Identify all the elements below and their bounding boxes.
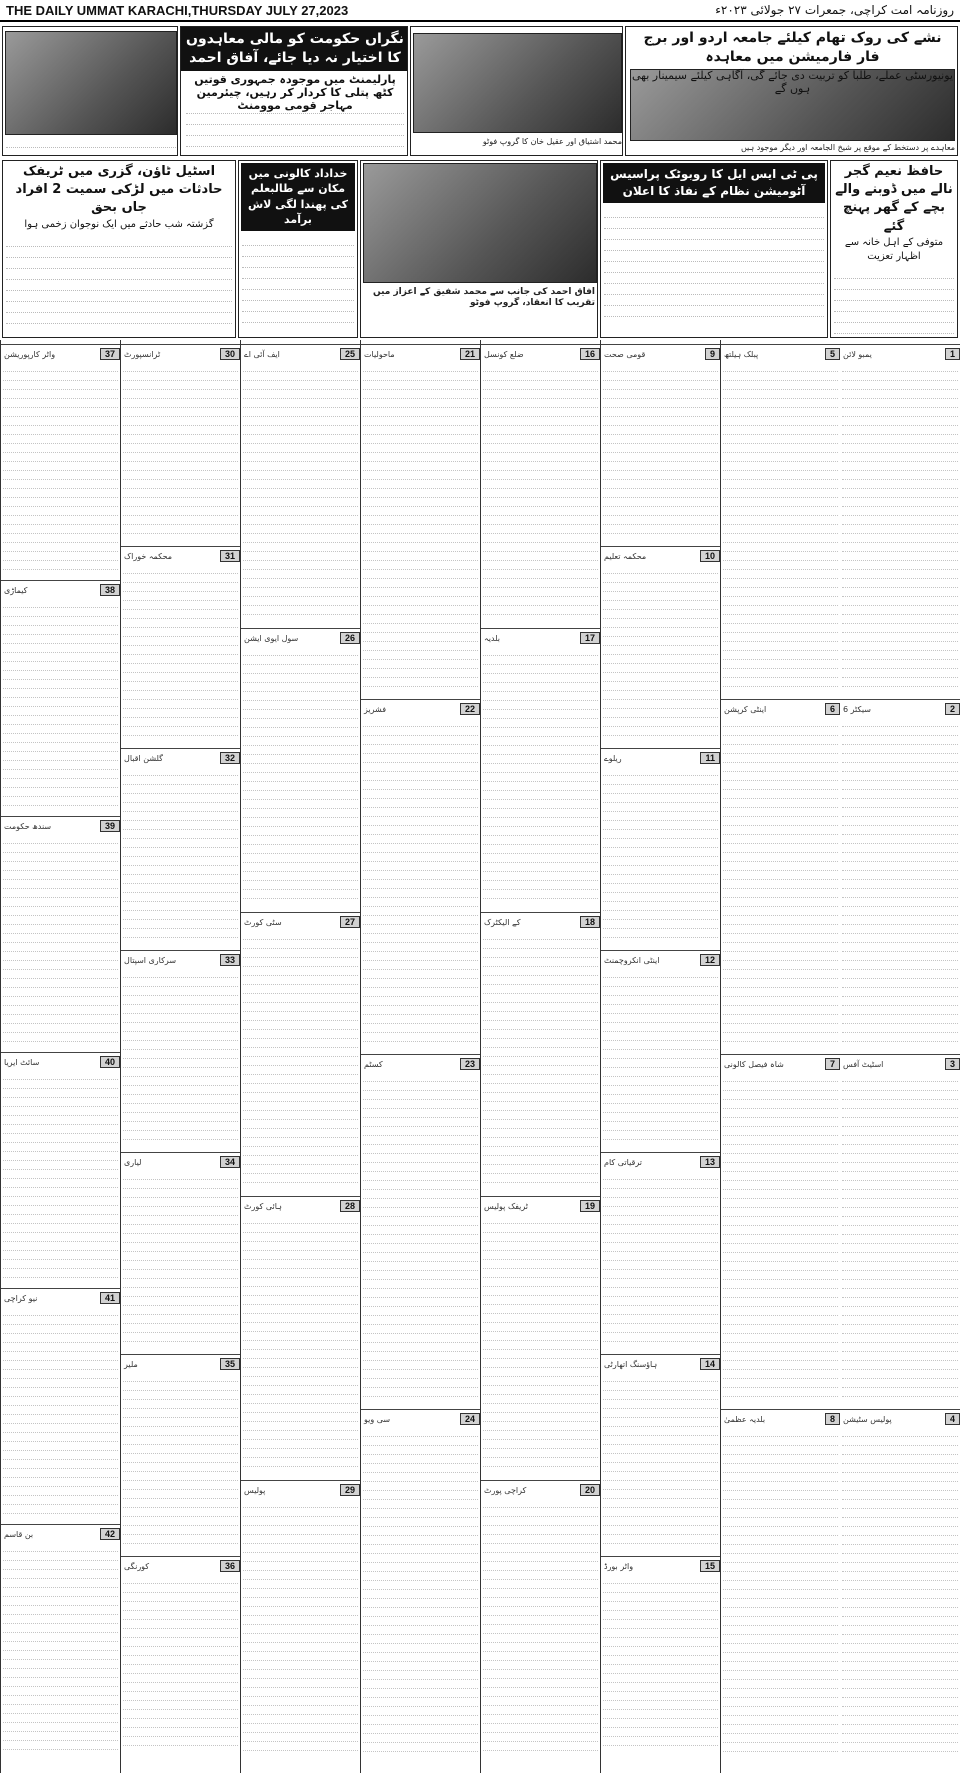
news-item-body [840, 1428, 960, 1752]
news-item-number: 5 [825, 348, 840, 360]
news-item [601, 546, 720, 744]
news-item-body [840, 363, 960, 687]
news-item-tag: فشریز [364, 704, 387, 714]
headline-right-sub: یونیورسٹی عملے، طلبا کو تربیت دی جائے گی، آگاہی کیلئے سیمینار بھی ہوں گے [632, 68, 953, 95]
news-item-number: 20 [580, 1484, 600, 1496]
news-item-tag: اسٹیٹ آفس [843, 1059, 884, 1069]
news-item-tag: پولیس سٹیشن [843, 1414, 892, 1424]
news-item-body [1, 1307, 120, 1514]
news-item-number: 21 [460, 348, 480, 360]
news-item-number: 25 [340, 348, 360, 360]
news-item-number: 35 [220, 1358, 240, 1370]
news-item-body [601, 1373, 720, 1544]
news-item-body [481, 647, 600, 899]
news-item-body [1, 363, 120, 570]
news-item-body [121, 565, 240, 736]
news-item [721, 1409, 840, 1760]
news-item-body [481, 1215, 600, 1467]
head-right-sub: متوفی کے اہل خانہ سے اظہار تعزیت [844, 236, 944, 262]
news-item-tag: کے الیکٹرک [484, 917, 521, 927]
news-item-number: 38 [100, 584, 120, 596]
news-item-tag: سندھ حکومت [4, 821, 52, 831]
news-item-tag: ٹرانسپورٹ [124, 349, 161, 359]
news-item-body [241, 1215, 360, 1467]
news-item-body [1, 1543, 120, 1750]
top-story-center [180, 26, 408, 156]
ceremony-photo-block [360, 160, 598, 338]
news-item-body [1, 599, 120, 806]
news-item-number: 10 [700, 550, 720, 562]
news-item [840, 699, 960, 1050]
news-item-body [241, 1499, 360, 1751]
news-item-body [121, 767, 240, 938]
news-item-tag: پبلک ہیلتھ [724, 349, 759, 359]
news-item-number: 3 [945, 1058, 960, 1070]
news-item-tag: ایف آئی اے [244, 349, 280, 359]
news-item-tag: شاہ فیصل کالونی [724, 1059, 784, 1069]
news-item-body [481, 363, 600, 615]
news-item-tag: ماحولیات [364, 349, 395, 359]
news-item-body [121, 1171, 240, 1342]
news-item [601, 344, 720, 542]
news-item-body [361, 363, 480, 687]
news-item-tag: کیماڑی [4, 585, 28, 595]
news-item-number: 34 [220, 1156, 240, 1168]
news-item-tag: کراچی پورٹ [484, 1485, 527, 1495]
news-column [600, 340, 720, 1773]
news-item-number: 27 [340, 916, 360, 928]
news-item [241, 1196, 360, 1476]
news-item [241, 344, 360, 624]
news-item-body [121, 363, 240, 534]
news-item-body [601, 363, 720, 534]
news-item [361, 1409, 480, 1760]
news-item [721, 344, 840, 695]
news-item-number: 33 [220, 954, 240, 966]
news-item [721, 1054, 840, 1405]
news-item [840, 1409, 960, 1760]
news-item-tag: ضلع کونسل [484, 349, 524, 359]
news-item-number: 12 [700, 954, 720, 966]
news-item-body [361, 718, 480, 1042]
news-item [601, 748, 720, 946]
masthead [0, 0, 960, 22]
news-column [480, 340, 600, 1773]
news-item-body [721, 1428, 840, 1752]
news-item-number: 36 [220, 1560, 240, 1572]
head-mid-left: خداداد کالونی میں مکان سے طالبعلم کی پھندا لگی لاش برآمد [238, 160, 358, 338]
news-item-tag: لیاری [124, 1157, 142, 1167]
news-item-tag: محکمہ تعلیم [604, 551, 647, 561]
news-item-number: 24 [460, 1413, 480, 1425]
head-left: اسٹیل ٹاؤن، گزری میں ٹریفک حادثات میں لڑکی سمیت 2 افراد جاں بحق گزشتہ شب حادثے میں ایک نوجوان زخمی ہوا [2, 160, 236, 338]
news-column [360, 340, 480, 1773]
headline-right: نشے کی روک تھام کیلئے جامعہ اردو اور برج فار فارمیشن میں معاہدہ [643, 30, 942, 65]
news-item-number: 9 [705, 348, 720, 360]
news-item-body [361, 1428, 480, 1752]
news-item-number: 29 [340, 1484, 360, 1496]
news-item-body [601, 1171, 720, 1342]
news-column [240, 340, 360, 1773]
news-item-body [241, 363, 360, 615]
news-item [241, 912, 360, 1192]
news-item [601, 1354, 720, 1552]
news-item-number: 23 [460, 1058, 480, 1070]
news-item-tag: بلدیہ عظمیٰ [724, 1414, 766, 1424]
news-item [121, 1354, 240, 1552]
urdu-masthead-title: روزنامہ امت کراچی، جمعرات ۲۷ جولائی ۲۰۲۳ء [715, 3, 954, 17]
news-column [840, 340, 960, 1773]
news-item-body [721, 1073, 840, 1397]
news-item-tag: پولیس [244, 1485, 266, 1495]
news-item-body [241, 647, 360, 899]
news-item [721, 699, 840, 1050]
news-item-body [601, 767, 720, 938]
news-item-number: 19 [580, 1200, 600, 1212]
news-item [481, 1480, 600, 1760]
news-item [481, 912, 600, 1192]
news-item-number: 8 [825, 1413, 840, 1425]
news-item-tag: واٹر بورڈ [604, 1561, 634, 1571]
news-item-body [481, 1499, 600, 1751]
news-item-body [840, 1073, 960, 1397]
news-item-number: 16 [580, 348, 600, 360]
news-item-tag: سٹی کورٹ [244, 917, 282, 927]
news-item-number: 15 [700, 1560, 720, 1572]
news-item-number: 31 [220, 550, 240, 562]
news-item-number: 2 [945, 703, 960, 715]
news-item [361, 344, 480, 695]
news-item-tag: ریلوے [604, 753, 622, 763]
news-item [840, 344, 960, 695]
news-item-tag: سیکٹر 6 [843, 704, 871, 714]
news-item [1, 816, 120, 1048]
news-item-body [1, 1071, 120, 1278]
news-item-tag: سی ویو [364, 1414, 391, 1424]
news-item-tag: سرکاری اسپتال [124, 955, 177, 965]
news-item-number: 17 [580, 632, 600, 644]
news-item-body [241, 931, 360, 1183]
news-item [121, 344, 240, 542]
news-item-number: 11 [700, 752, 720, 764]
news-item [481, 628, 600, 908]
news-item [1, 344, 120, 576]
top-story-right [625, 26, 958, 156]
news-item [241, 628, 360, 908]
news-item-number: 28 [340, 1200, 360, 1212]
news-columns [0, 340, 960, 1773]
news-item-tag: نیو کراچی [4, 1293, 38, 1303]
news-item [121, 1152, 240, 1350]
news-item [361, 699, 480, 1050]
top-left-caption-lines [5, 137, 177, 155]
group-photo-center [413, 33, 622, 133]
news-item-number: 18 [580, 916, 600, 928]
news-item [601, 1556, 720, 1754]
news-item [481, 344, 600, 624]
news-item [840, 1054, 960, 1405]
news-item-number: 13 [700, 1156, 720, 1168]
news-item-body [361, 1073, 480, 1397]
news-item [1, 1524, 120, 1756]
news-item-tag: سول ایوی ایشن [244, 633, 299, 643]
news-item-tag: ہاؤسنگ اتھارٹی [604, 1359, 658, 1369]
news-item-number: 7 [825, 1058, 840, 1070]
top-story-left [2, 26, 178, 156]
news-item [121, 1556, 240, 1754]
crowd-photo [5, 31, 177, 135]
news-item [1, 1052, 120, 1284]
news-item [121, 950, 240, 1148]
news-item-number: 6 [825, 703, 840, 715]
news-item-number: 42 [100, 1528, 120, 1540]
news-item-tag: کورنگی [124, 1561, 150, 1571]
news-item-tag: ترقیاتی کام [604, 1157, 642, 1167]
head-mid-right: پی ٹی ایس ایل کا روبوٹک پراسیس آٹومیشن نظام کے نفاذ کا اعلان [600, 160, 828, 338]
news-item [121, 748, 240, 946]
news-item-tag: محکمہ خوراک [124, 551, 173, 561]
news-item-body [481, 931, 600, 1183]
news-item-number: 40 [100, 1056, 120, 1068]
news-item-tag: کسٹم [364, 1059, 383, 1069]
english-masthead-title: THE DAILY UMMAT KARACHI,THURSDAY JULY 27,2023 [6, 2, 349, 18]
news-item-body [840, 718, 960, 1042]
news-item [121, 546, 240, 744]
news-item-body [601, 969, 720, 1140]
news-item-body [601, 565, 720, 736]
news-item [481, 1196, 600, 1476]
news-item [1, 580, 120, 812]
news-item-number: 26 [340, 632, 360, 644]
news-item-body [1, 835, 120, 1042]
headline-center: نگراں حکومت کو مالی معاہدوں کا اختیار نہ دیا جائے، آفاق احمد [186, 31, 404, 66]
news-item-number: 22 [460, 703, 480, 715]
news-column [720, 340, 840, 1773]
news-item [241, 1480, 360, 1760]
news-item-body [121, 1575, 240, 1746]
caption-right: معاہدے پر دستخط کے موقع پر شیخ الجامعہ اور دیگر موجود ہیں [740, 143, 955, 152]
news-item-number: 37 [100, 348, 120, 360]
news-item-tag: اینٹی کرپشن [724, 704, 767, 714]
news-item-tag: ٹریفک پولیس [484, 1201, 529, 1211]
news-item-tag: سائٹ ایریا [4, 1057, 40, 1067]
news-item-tag: بن قاسم [4, 1529, 34, 1539]
news-item-body [121, 1373, 240, 1544]
news-item-tag: قومی صحت [604, 349, 646, 359]
news-item-number: 39 [100, 820, 120, 832]
news-item-tag: واٹر کارپوریشن [4, 349, 56, 359]
news-item-body [721, 363, 840, 687]
news-item-number: 41 [100, 1292, 120, 1304]
news-item-tag: ملیر [124, 1359, 138, 1369]
news-item-tag: گلشن اقبال [124, 753, 163, 763]
news-column [0, 340, 120, 1773]
news-item-body [121, 969, 240, 1140]
headline-center-sub: پارلیمنٹ میں موجودہ جمہوری قوتیں کٹھ پتلی کا کردار کر رہیں، چیئرمین مہاجر قومی موومنٹ [194, 73, 396, 112]
news-item [361, 1054, 480, 1405]
head-left-sub: گزشتہ شب حادثے میں ایک نوجوان زخمی ہوا [24, 218, 214, 230]
news-item [601, 950, 720, 1148]
news-item [1, 1288, 120, 1520]
news-item-body [601, 1575, 720, 1746]
news-item-number: 1 [945, 348, 960, 360]
caption-center: محمد اشتیاق اور عقیل خان کا گروپ فوٹو [482, 137, 622, 146]
news-item-tag: ہائی کورٹ [244, 1201, 282, 1211]
head-center: آفاق احمد کی جانب سے محمد شفیق کے اعزاز میں تقریب کا انعقاد، گروپ فوٹو [373, 287, 595, 309]
news-item [601, 1152, 720, 1350]
news-item-tag: بلدیہ [484, 633, 500, 643]
news-item-number: 32 [220, 752, 240, 764]
news-item-tag: اینٹی انکروچمنٹ [604, 955, 660, 965]
head-right: حافظ نعیم گجر نالے میں ڈوبنے والے بچے کے گھر پہنچ گئے متوفی کے اہل خانہ سے اظہار تعزیت [830, 160, 958, 338]
news-item-tag: یمبو لائن [843, 349, 872, 359]
top-story-center-right [410, 26, 623, 156]
ceremony-photo [363, 163, 597, 283]
news-item-body [721, 718, 840, 1042]
news-item-number: 4 [945, 1413, 960, 1425]
news-column [120, 340, 240, 1773]
news-item-number: 30 [220, 348, 240, 360]
headline-center-body [185, 103, 405, 155]
news-item-number: 14 [700, 1358, 720, 1370]
